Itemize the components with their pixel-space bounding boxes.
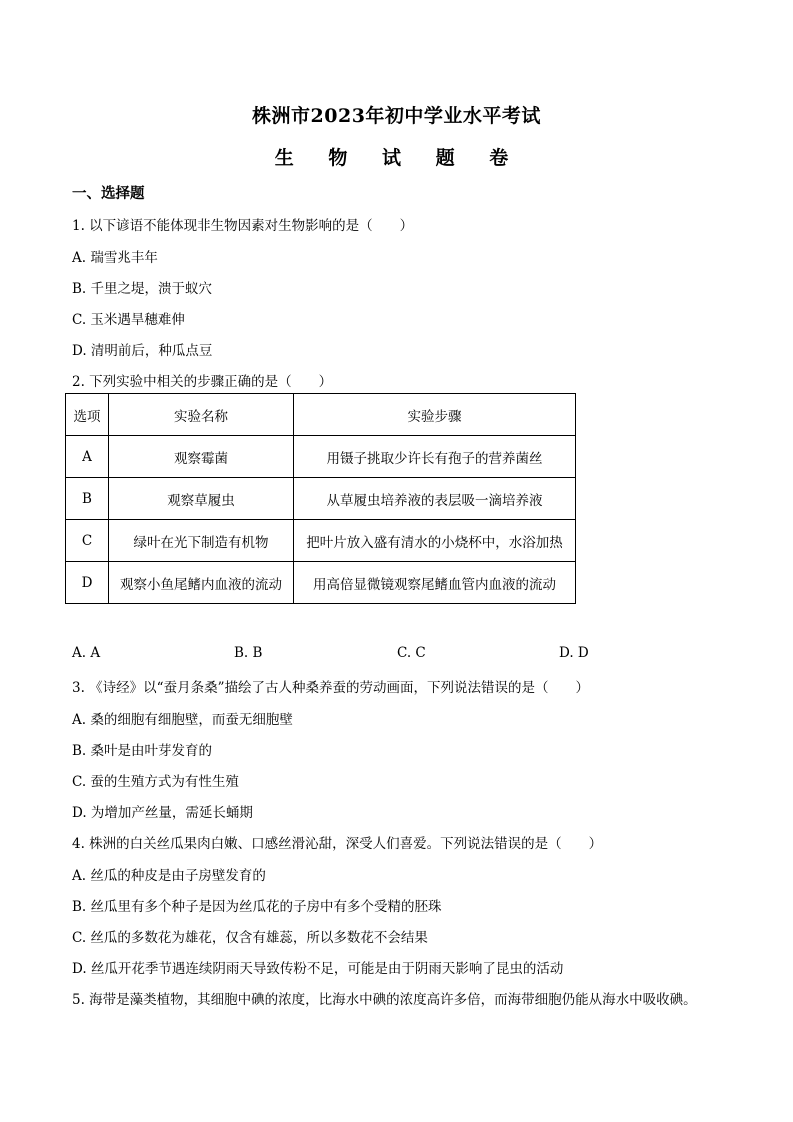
table-row xyxy=(66,436,576,478)
question-4-option-d: D. 丝瓜开花季节遇连续阴雨天导致传粉不足，可能是由于阴雨天影响了昆虫的活动 xyxy=(72,961,564,977)
table-row xyxy=(66,562,576,604)
table-cell: A xyxy=(66,436,109,478)
table-header-row xyxy=(66,394,576,436)
table-cell: 从草履虫培养液的表层吸一滴培养液 xyxy=(294,478,576,520)
table-cell: 把叶片放入盛有清水的小烧杯中，水浴加热 xyxy=(294,520,576,562)
question-2-option-d: D. D xyxy=(559,645,589,661)
question-1-option-a: A. 瑞雪兆丰年 xyxy=(72,250,158,266)
table-cell: C xyxy=(66,520,109,562)
question-3-option-d: D. 为增加产丝量，需延长蛹期 xyxy=(72,805,253,821)
question-3-option-a: A. 桑的细胞有细胞壁，而蚕无细胞壁 xyxy=(72,712,293,728)
table-cell: 观察霉菌 xyxy=(109,436,294,478)
question-2-option-c: C. C xyxy=(397,645,426,661)
table-cell: 观察草履虫 xyxy=(109,478,294,520)
question-4-option-b: B. 丝瓜里有多个种子是因为丝瓜花的子房中有多个受精的胚珠 xyxy=(72,899,442,915)
table-cell: 绿叶在光下制造有机物 xyxy=(109,520,294,562)
question-4-stem: 4. 株洲的白关丝瓜果肉白嫩、口感丝滑沁甜，深受人们喜爱。下列说法错误的是（ ） xyxy=(72,836,603,852)
question-5-stem: 5. 海带是藻类植物，其细胞中碘的浓度，比海水中碘的浓度高许多倍，而海带细胞仍能从海水中吸收碘。 xyxy=(72,992,697,1008)
table-header-cell: 选项 xyxy=(66,394,109,436)
table-row xyxy=(66,520,576,562)
table-cell: 用镊子挑取少许长有孢子的营养菌丝 xyxy=(294,436,576,478)
experiment-table xyxy=(65,393,576,604)
question-2-stem: 2. 下列实验中相关的步骤正确的是（ ） xyxy=(72,374,333,390)
question-3-option-b: B. 桑叶是由叶芽发育的 xyxy=(72,743,213,759)
table-header-cell: 实验步骤 xyxy=(294,394,576,436)
table-header-cell: 实验名称 xyxy=(109,394,294,436)
question-1-stem: 1. 以下谚语不能体现非生物因素对生物影响的是（ ） xyxy=(72,218,414,234)
section-heading: 一、选择题 xyxy=(72,185,145,202)
question-4-option-c: C. 丝瓜的多数花为雄花，仅含有雄蕊，所以多数花不会结果 xyxy=(72,930,428,946)
table-cell: 用高倍显微镜观察尾鳍血管内血液的流动 xyxy=(294,562,576,604)
question-3-option-c: C. 蚕的生殖方式为有性生殖 xyxy=(72,774,239,790)
question-2-option-b: B. B xyxy=(234,645,263,661)
table-cell: B xyxy=(66,478,109,520)
question-4-option-a: A. 丝瓜的种皮是由子房壁发育的 xyxy=(72,868,266,884)
question-1-option-d: D. 清明前后，种瓜点豆 xyxy=(72,343,213,359)
table-row xyxy=(66,478,576,520)
question-1-option-c: C. 玉米遇旱穗难伸 xyxy=(72,312,185,328)
page-subtitle: 生 物 试 题 卷 xyxy=(274,147,519,169)
question-2-option-a: A. A xyxy=(72,645,101,661)
question-1-option-b: B. 千里之堤，溃于蚁穴 xyxy=(72,281,213,297)
table-cell: 观察小鱼尾鳍内血液的流动 xyxy=(109,562,294,604)
page-title: 株洲市2023年初中学业水平考试 xyxy=(252,105,541,127)
table-cell: D xyxy=(66,562,109,604)
question-3-stem: 3. 《诗经》以“蚕月条桑”描绘了古人种桑养蚕的劳动画面，下列说法错误的是（ ） xyxy=(72,680,589,696)
